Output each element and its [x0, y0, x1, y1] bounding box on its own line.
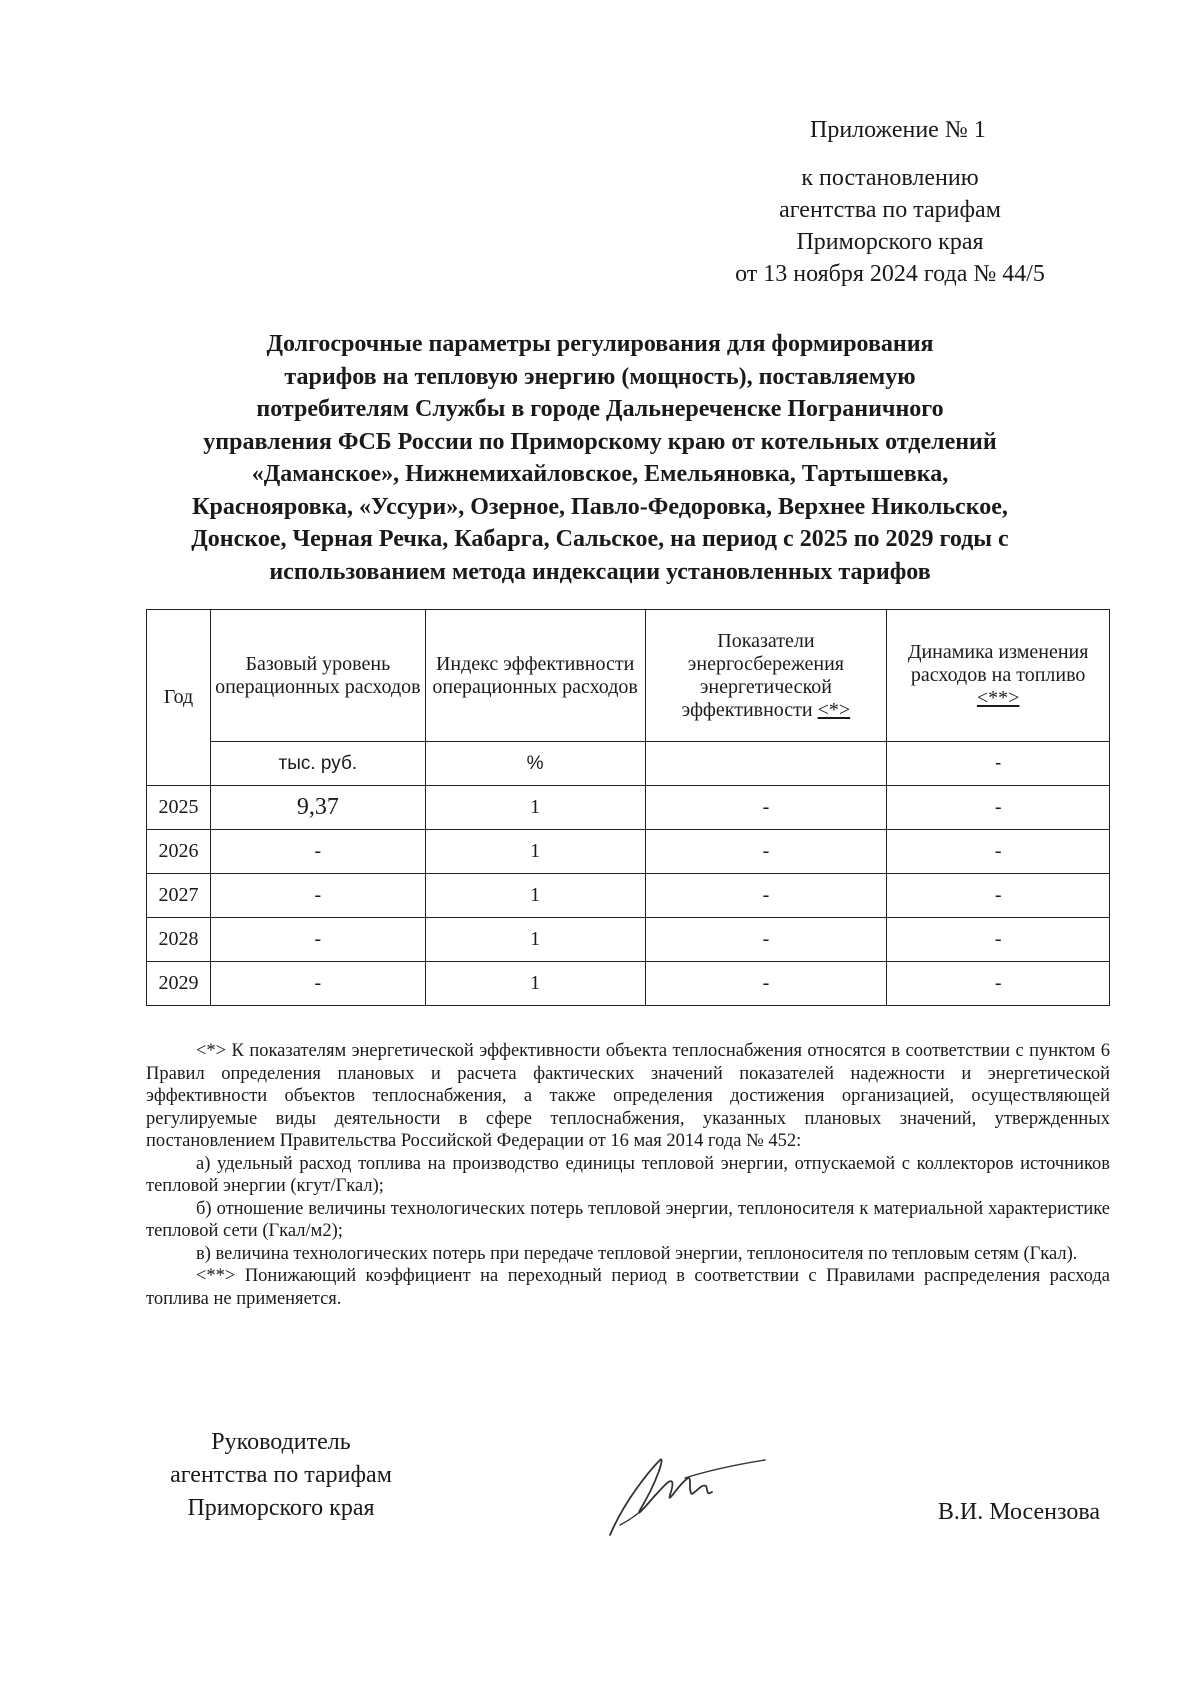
table-row [147, 786, 1110, 830]
cell-fuel: - [887, 786, 1110, 830]
header-year: Год [147, 610, 211, 786]
table-row [147, 918, 1110, 962]
footnote-ref-2[interactable]: <**> [976, 687, 1020, 709]
table-units-row [147, 742, 1110, 786]
signatory-position [146, 1426, 416, 1525]
header-energy-indicators [645, 610, 887, 742]
footnote-2: <**> Понижающий коэффициент на переходный период в соответствии с Правилами распределения расхода топлива не применяется. [146, 1266, 1110, 1309]
cell-year: 2028 [147, 918, 211, 962]
header-base-level: Базовый уровень операционных расходов [210, 610, 425, 742]
unit-base: тыс. руб. [210, 742, 425, 786]
handwritten-signature [580, 1440, 770, 1550]
header-efficiency-index: Индекс эффективности операционных расходов [425, 610, 645, 742]
cell-energy: - [645, 874, 887, 918]
cell-year: 2027 [147, 874, 211, 918]
unit-energy [645, 742, 887, 786]
cell-base: - [210, 918, 425, 962]
cell-year: 2026 [147, 830, 211, 874]
cell-fuel: - [887, 874, 1110, 918]
footnote-ref-1[interactable]: <*> [817, 698, 851, 721]
header-fuel-text: Динамика изменения расходов на топливо [907, 641, 1089, 686]
footnote-item-a: а) удельный расход топлива на производство единицы тепловой энергии, отпускаемой с коллекторов источников тепловой энергии (кгут/Гкал); [146, 1153, 1110, 1196]
cell-fuel: - [887, 962, 1110, 1006]
cell-base: - [210, 874, 425, 918]
cell-energy: - [645, 962, 887, 1006]
title-line: управления ФСБ России по Приморскому краю от котельных отделений [203, 428, 997, 455]
table-row [147, 962, 1110, 1006]
cell-year: 2029 [147, 962, 211, 1006]
title-line: Долгосрочные параметры регулирования для формирования [266, 331, 934, 357]
cell-base: 9,37 [210, 786, 425, 830]
position-line: агентства по тарифам [170, 1462, 392, 1488]
title-line: использованием метода индексации установленных тарифов [269, 558, 931, 585]
table-row [147, 830, 1110, 874]
appendix-line: к постановлению [801, 165, 979, 191]
signatory-name: В.И. Мосензова [937, 1499, 1100, 1525]
unit-fuel: - [887, 742, 1110, 786]
footnote-1: <*> К показателям энергетической эффективности объекта теплоснабжения относятся в соответствии с пунктом 6 Правил определения плановых и расчета фактических значений показателей надежности и энергетической эффективности объектов теплоснабжения, а также определения достижения организацией, осуществляющей регулируемые виды деятельности в сфере теплоснабжения, указанных плановых значений, утвержденных постановлением Правительства Российской Федерации от 16 мая 2014 года № 452: [146, 1041, 1110, 1151]
appendix-line: агентства по тарифам [779, 197, 1001, 223]
footnote-item-b: б) отношение величины технологических потерь тепловой энергии, теплоносителя к материальной характеристике тепловой сети (Гкал/м2); [146, 1198, 1110, 1241]
footnote-item-c: в) величина технологических потерь при передаче тепловой энергии, теплоносителя по тепловым сетям (Гкал). [196, 1243, 1078, 1264]
cell-index: 1 [425, 830, 645, 874]
cell-energy: - [645, 830, 887, 874]
table-header-row [147, 610, 1110, 742]
cell-fuel: - [887, 830, 1110, 874]
title-line: тарифов на тепловую энергию (мощность), поставляемую [284, 363, 916, 390]
cell-fuel: - [887, 918, 1110, 962]
unit-index: % [425, 742, 645, 786]
header-fuel-dynamics [887, 610, 1110, 742]
cell-index: 1 [425, 874, 645, 918]
parameters-table [146, 609, 1110, 1006]
appendix-reference [690, 162, 1090, 290]
cell-energy: - [645, 786, 887, 830]
footnotes [146, 1040, 1110, 1310]
cell-energy: - [645, 918, 887, 962]
cell-index: 1 [425, 918, 645, 962]
title-line: Краснояровка, «Уссури», Озерное, Павло-Федоровка, Верхнее Никольское, [192, 493, 1008, 520]
title-line: «Даманское», Нижнемихайловское, Емельяновка, Тартышевка, [251, 461, 949, 487]
cell-base: - [210, 962, 425, 1006]
title-line: Донское, Черная Речка, Кабарга, Сальское, на период с 2025 по 2029 годы с [191, 526, 1009, 552]
appendix-title: Приложение № 1 [810, 117, 986, 143]
table-row [147, 874, 1110, 918]
title-line: потребителям Службы в городе Дальнереченске Пограничного [256, 396, 944, 422]
header-energy-text: Показатели энергосбережения энергетической эффективности [681, 629, 844, 721]
appendix-line: Приморского края [796, 229, 984, 255]
position-line: Приморского края [187, 1495, 375, 1521]
cell-year: 2025 [147, 786, 211, 830]
cell-index: 1 [425, 962, 645, 1006]
document-title [140, 328, 1060, 588]
appendix-line: от 13 ноября 2024 года № 44/5 [735, 261, 1045, 287]
cell-index: 1 [425, 786, 645, 830]
cell-base: - [210, 830, 425, 874]
position-line: Руководитель [211, 1429, 351, 1455]
